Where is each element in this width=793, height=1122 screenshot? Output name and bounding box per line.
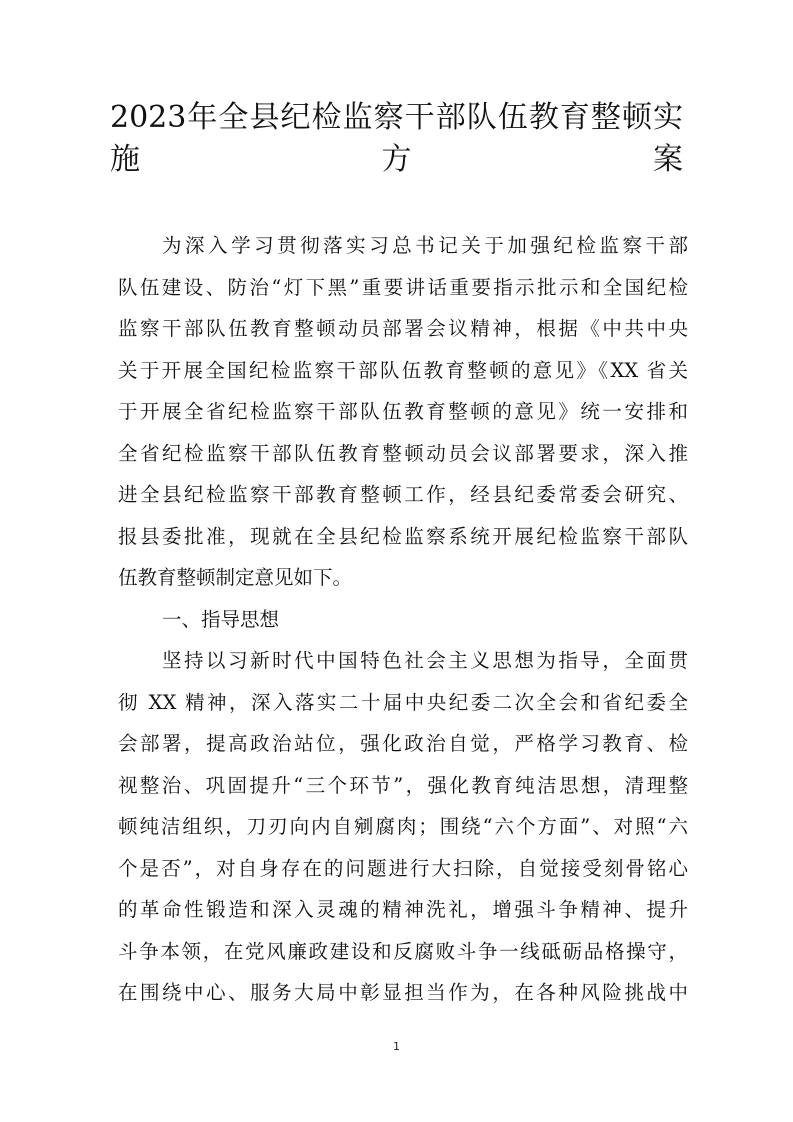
section-heading-guiding-ideology bbox=[118, 599, 688, 641]
text-line: 视整治、巩固提升“三个环节”，强化教育纯洁思想，清理整 bbox=[118, 773, 688, 797]
document-title bbox=[110, 96, 683, 179]
text-line: 进全县纪检监察干部教育整顿工作，经县纪委常委会研究、 bbox=[118, 483, 688, 506]
text-line: 伍教育整顿制定意见如下。 bbox=[118, 566, 353, 589]
text-line: 在围绕中心、服务大局中彰显担当作为，在各种风险挑战中 bbox=[118, 981, 688, 1004]
text-line: 个是否”，对自身存在的问题进行大扫除，自觉接受刻骨铭心 bbox=[118, 856, 688, 880]
text-line: 监察干部队伍教育整顿动员部署会议精神，根据《中共中央 bbox=[118, 317, 688, 340]
text-line: 斗争本领，在党风廉政建设和反腐败斗争一线砥砺品格操守， bbox=[118, 939, 688, 963]
page-number: 1 bbox=[393, 1040, 400, 1053]
text-line: 队伍建设、防治“灯下黑”重要讲话重要指示批示和全国纪检 bbox=[118, 275, 688, 299]
title-line: 2023年全县纪检监察干部队伍教育整顿实 bbox=[110, 100, 683, 135]
title-line: 施方案 bbox=[110, 141, 683, 177]
text-line: 于开展全省纪检监察干部队伍教育整顿的意见》统一安排和 bbox=[118, 400, 688, 423]
text-line: 顿纯洁组织，刀刃向内自剜腐肉；围绕“六个方面”、对照“六 bbox=[118, 815, 688, 838]
text-line: 为深入学习贯彻落实习总书记关于加强纪检监察干部 bbox=[162, 234, 688, 257]
text-line: 关于开展全国纪检监察干部队伍教育整顿的意见》《XX 省关 bbox=[118, 358, 688, 382]
text-line: 坚持以习新时代中国特色社会主义思想为指导，全面贯 bbox=[162, 649, 688, 672]
text-line: 报县委批准，现就在全县纪检监察系统开展纪检监察干部队 bbox=[118, 524, 688, 548]
paragraph-intro bbox=[118, 225, 688, 599]
text-line: 彻 XX 精神，深入落实二十届中央纪委二次全会和省纪委全 bbox=[118, 690, 688, 714]
paragraph-guiding-ideology bbox=[118, 640, 688, 1014]
document-body bbox=[118, 225, 688, 1014]
section-heading: 一、指导思想 bbox=[162, 607, 280, 631]
text-line: 全省纪检监察干部队伍教育整顿动员会议部署要求，深入推 bbox=[118, 441, 688, 465]
text-line: 会部署，提高政治站位，强化政治自觉，严格学习教育、检 bbox=[118, 732, 688, 755]
text-line: 的革命性锻造和深入灵魂的精神洗礼，增强斗争精神、提升 bbox=[118, 898, 688, 921]
